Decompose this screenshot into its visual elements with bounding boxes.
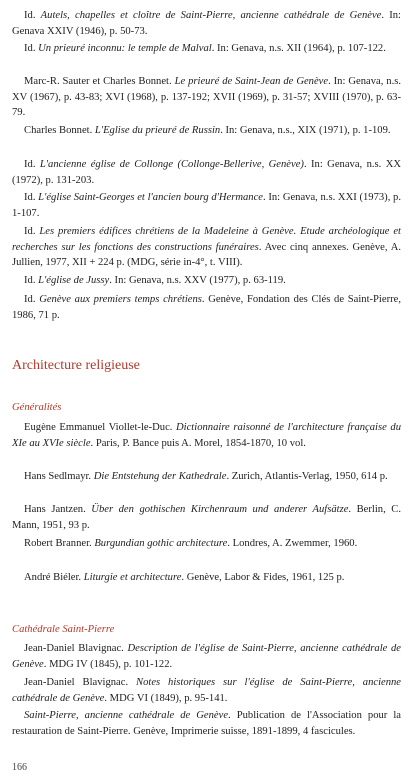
entry-details: . In: Genava XXIV (1946), p. 50-73. xyxy=(12,10,401,37)
bib-entry xyxy=(12,675,401,706)
bib-entry xyxy=(12,502,401,533)
entry-title: Le prieuré de Saint-Jean de Genève xyxy=(174,76,329,87)
entry-details: . Genève, Fondation des Clés de Saint-Pierre, 1986, 71 p. xyxy=(12,294,401,321)
entry-author: Robert Branner. xyxy=(24,538,95,549)
subsection-heading-generalites: Généralités xyxy=(12,402,62,413)
entry-details: . Genève, Labor & Fides, 1961, 125 p. xyxy=(181,572,345,583)
entry-title: L'église de Jussy xyxy=(38,275,110,286)
bib-entry xyxy=(12,224,401,271)
entry-title: Autels, chapelles et cloître de Saint-Pierre, ancienne cathédrale de Genève xyxy=(40,10,382,21)
entry-details: . In: Genava, n.s. XX (1972), p. 131-203. xyxy=(12,159,402,186)
entry-author: Id. xyxy=(24,226,40,237)
bib-entry xyxy=(12,41,401,57)
bib-entry xyxy=(12,273,401,289)
entry-details: . Paris, P. Bance puis A. Morel, 1854-1870, 10 vol. xyxy=(90,437,306,449)
bib-entry xyxy=(12,641,401,672)
entry-author: Jean-Daniel Blavignac. xyxy=(24,677,137,688)
entry-title: Saint-Pierre, ancienne cathédrale de Genève xyxy=(24,710,229,721)
entry-details: . In: Genava, n.s. XII (1964), p. 107-122. xyxy=(211,43,386,54)
entry-author: Hans Sedlmayr. xyxy=(24,471,94,482)
entry-title: Notes historiques sur l'église de Saint-Pierre, ancienne cathédrale de Genève xyxy=(12,677,402,704)
bib-entry xyxy=(12,420,401,451)
entry-details: . Zurich, Atlantis-Verlag, 1950, 614 p. xyxy=(226,471,388,482)
bib-entry xyxy=(12,123,401,139)
bib-entry xyxy=(12,570,401,586)
entry-details: . MDG IV (1845), p. 101-122. xyxy=(43,658,173,670)
entry-title: L'église Saint-Georges et l'ancien bourg d'Hermance xyxy=(38,192,264,203)
entry-details: . Londres, A. Zwemmer, 1960. xyxy=(227,538,358,549)
bib-entry xyxy=(12,157,401,188)
bib-entry xyxy=(12,8,401,39)
entry-title: Un prieuré inconnu: le temple de Malval xyxy=(38,43,212,54)
entry-details: . In: Genava, n.s. XV (1967), p. 43-83; XVI (1968), p. 137-192; XVII (1969), p. 31-57; XVIII (1970), p. 63-79. xyxy=(12,76,402,119)
bib-entry xyxy=(12,708,401,739)
entry-details: . In: Genava, n.s. XXV (1977), p. 63-119. xyxy=(109,275,286,286)
bib-entry xyxy=(12,74,401,121)
subsection-heading-cathedrale: Cathédrale Saint-Pierre xyxy=(12,624,115,635)
entry-details: . MDG VI (1849), p. 95-141. xyxy=(104,692,228,704)
entry-author: Id. xyxy=(24,294,40,305)
entry-title: Liturgie et architecture xyxy=(83,572,182,583)
entry-author: Marc-R. Sauter et Charles Bonnet. xyxy=(24,76,175,87)
entry-author: Id. xyxy=(24,10,41,21)
bib-entry xyxy=(12,469,401,485)
entry-author: Id. xyxy=(24,159,40,170)
entry-author: Id. xyxy=(24,192,39,203)
entry-title: Dictionnaire raisonné de l'architecture française du XIe au XVIe siècle xyxy=(12,422,401,449)
entry-title: Über den gothischen Kirchenraum und anderer Aufsätze xyxy=(91,504,349,515)
entry-title: Burgundian gothic architecture xyxy=(94,538,228,549)
entry-author: André Biéler. xyxy=(24,572,84,583)
entry-author: Id. xyxy=(24,275,39,286)
entry-details: . Publication de l'Association pour la restauration de Saint-Pierre. Genève, Imprimerie suisse, 1891-1899, 4 fascicules. xyxy=(12,710,401,737)
entry-author: Eugène Emmanuel Viollet-le-Duc. xyxy=(24,422,177,433)
entry-author: Charles Bonnet. xyxy=(24,125,95,136)
entry-title: L'ancienne église de Collonge (Collonge-Bellerive, Genève) xyxy=(39,159,304,170)
entry-title: Les premiers édifices chrétiens de la Madeleine à Genève. Etude archéologique et recherches sur les fonctions des constructions funéraires xyxy=(12,226,402,253)
section-heading: Architecture religieuse xyxy=(12,358,140,373)
entry-details: . In: Genava, n.s. XXI (1973), p. 1-107. xyxy=(12,192,401,219)
bib-entry xyxy=(12,190,401,221)
entry-author: Hans Jantzen. xyxy=(24,504,92,515)
entry-details: . Avec cinq annexes. Genève, A. Jullien, 1977, XII + 224 p. (MDG, série in-4°, t. VIII). xyxy=(12,241,401,269)
entry-author: Id. xyxy=(24,43,39,54)
bib-entry xyxy=(12,292,401,323)
entry-title: L'Eglise du prieuré de Russin xyxy=(94,125,221,136)
page-number: 166 xyxy=(12,762,27,773)
entry-details: . Berlin, C. Mann, 1951, 93 p. xyxy=(12,504,401,531)
entry-details: . In: Genava, n.s., XIX (1971), p. 1-109. xyxy=(220,125,391,136)
entry-author: Jean-Daniel Blavignac. xyxy=(24,643,128,654)
entry-title: Die Entstehung der Kathedrale xyxy=(93,471,227,482)
entry-title: Genève aux premiers temps chrétiens xyxy=(39,294,202,305)
bib-entry xyxy=(12,536,401,552)
entry-title: Description de l'église de Saint-Pierre, ancienne cathédrale de Genève xyxy=(12,643,402,670)
